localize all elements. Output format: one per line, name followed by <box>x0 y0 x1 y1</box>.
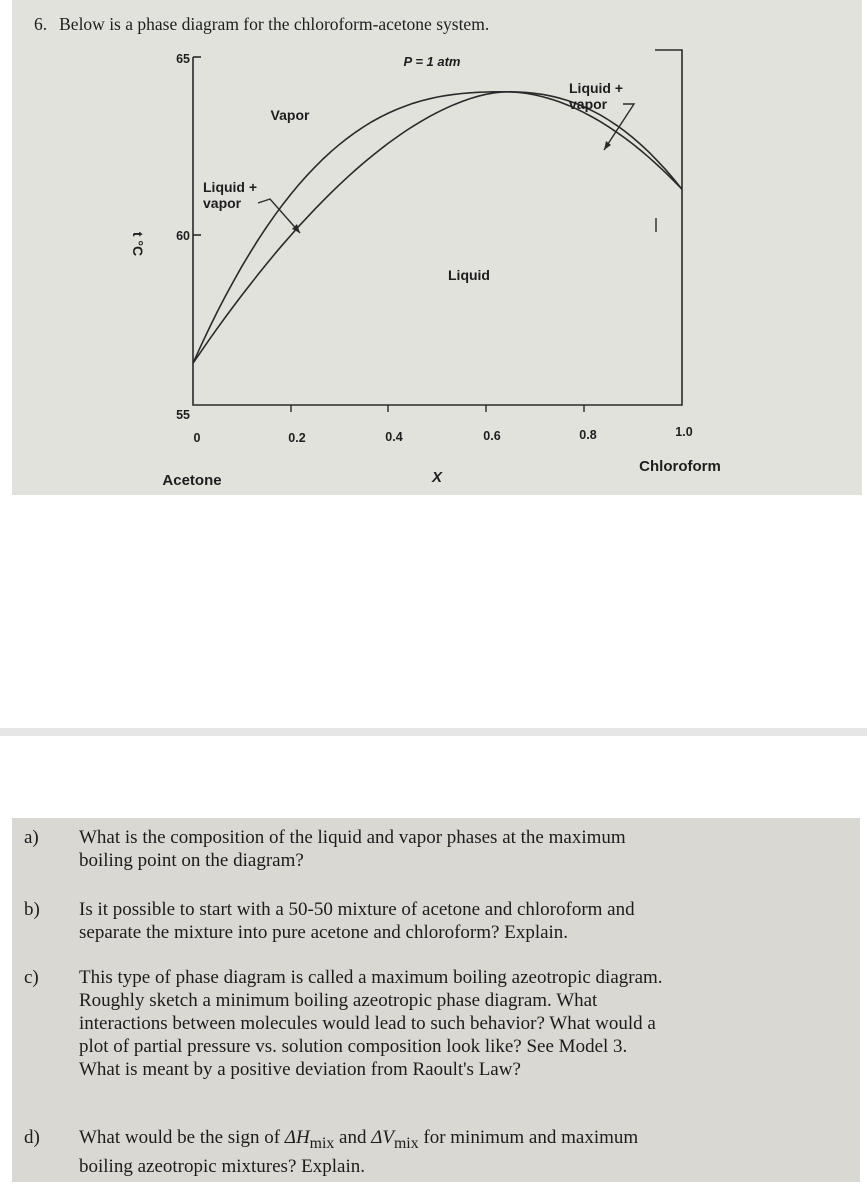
question-a-line: What is the composition of the liquid and vapor phases at the maximum <box>79 827 626 848</box>
question-b-line: separate the mixture into pure acetone and chloroform? Explain. <box>79 922 569 943</box>
question-a-line: boiling point on the diagram? <box>79 850 304 871</box>
right-lv-label-line2: vapor <box>569 96 608 112</box>
question-d-text-after: for minimum and maximum <box>418 1127 639 1148</box>
y-tick-label-55: 55 <box>176 408 190 422</box>
vapor-region-label: Vapor <box>270 107 310 123</box>
left-component-label: Acetone <box>162 472 222 489</box>
x-axis-label: X <box>431 469 443 486</box>
y-tick-label-65: 65 <box>176 52 190 66</box>
question-c-letter: c) <box>24 967 39 988</box>
question-d-letter: d) <box>24 1127 40 1148</box>
question-d-line <box>79 1126 839 1155</box>
delta-h-subscript: mix <box>309 1134 335 1152</box>
question-d-text-mid: and <box>334 1127 372 1148</box>
question-number: 6. <box>34 14 48 34</box>
question-c-line: plot of partial pressure vs. solution composition look like? See Model 3. <box>79 1036 628 1057</box>
phase-diagram <box>12 0 862 495</box>
question-c-line: This type of phase diagram is called a maximum boiling azeotropic diagram. <box>79 967 663 988</box>
question-title-text: Below is a phase diagram for the chloroform-acetone system. <box>59 14 490 34</box>
right-lv-label-line1: Liquid + <box>569 80 624 96</box>
right-lv-arrowhead <box>604 141 611 150</box>
delta-h-symbol: ΔH <box>284 1127 310 1148</box>
question-b-text <box>79 898 839 944</box>
question-c-text <box>79 966 839 1081</box>
y-axis-label: t °C <box>130 231 146 257</box>
right-component-label: Chloroform <box>639 458 721 475</box>
left-lv-label-line2: vapor <box>203 195 242 211</box>
question-b-line: Is it possible to start with a 50-50 mixture of acetone and chloroform and <box>79 899 635 920</box>
question-c-line: interactions between molecules would lead to such behavior? What would a <box>79 1013 656 1034</box>
x-tick-label-0.8: 0.8 <box>579 428 597 442</box>
question-c-line: Roughly sketch a minimum boiling azeotropic phase diagram. What <box>79 990 598 1011</box>
question-a-letter: a) <box>24 827 39 848</box>
delta-v-symbol: ΔV <box>371 1127 394 1148</box>
x-tick-label-0.2: 0.2 <box>288 431 306 445</box>
pressure-label: P = 1 atm <box>403 54 461 69</box>
vapor-curve <box>193 92 682 363</box>
x-tick-label-0.4: 0.4 <box>385 430 403 444</box>
question-d-text <box>79 1126 839 1178</box>
delta-v-subscript: mix <box>394 1134 419 1152</box>
liquid-region-label: Liquid <box>448 267 490 283</box>
questions-photo <box>12 818 860 1182</box>
section-divider <box>0 728 867 736</box>
x-tick-label-0.6: 0.6 <box>483 429 501 443</box>
question-a-text <box>79 826 839 872</box>
y-tick-label-60: 60 <box>176 229 190 243</box>
diagram-photo <box>12 0 862 495</box>
x-tick-label-0: 0 <box>193 431 201 445</box>
x-tick-label-1.0: 1.0 <box>675 425 693 439</box>
x-tick-marks <box>291 405 584 412</box>
question-b-letter: b) <box>24 899 40 920</box>
question-d-text-before: What would be the sign of <box>79 1127 285 1148</box>
left-lv-label-line1: Liquid + <box>203 179 258 195</box>
question-c-line: What is meant by a positive deviation from Raoult's Law? <box>79 1059 521 1080</box>
question-d-line: boiling azeotropic mixtures? Explain. <box>79 1155 365 1177</box>
